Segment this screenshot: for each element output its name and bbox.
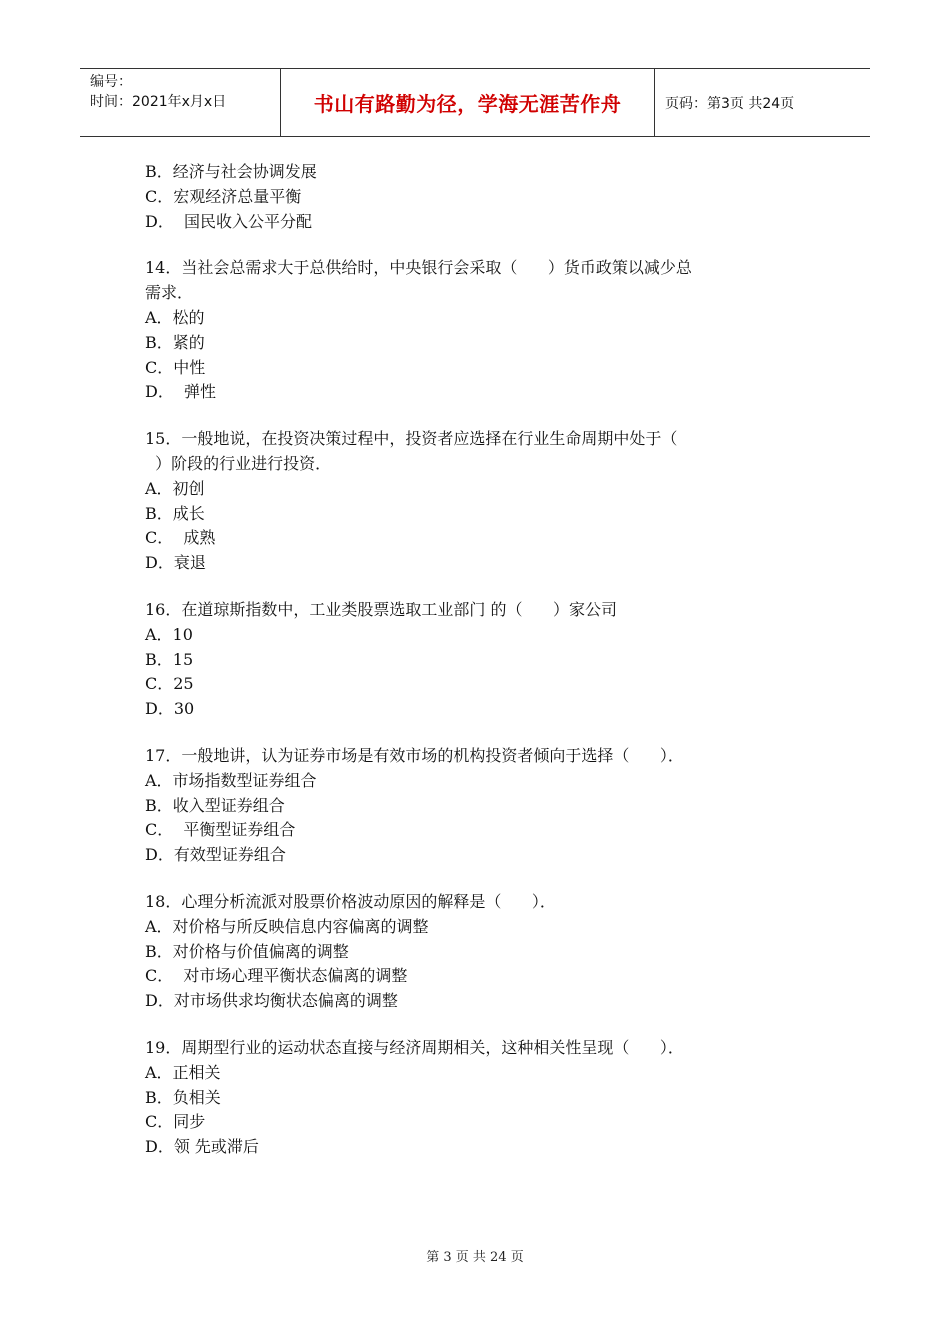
answer-option: B．经济与社会协调发展 — [145, 162, 317, 181]
answer-option: D． 弹性 — [145, 382, 217, 402]
question-text: 17．一般地讲，认为证券市场是有效市场的机构投资者倾向于选择（ ）． — [145, 745, 684, 765]
paragraph-gap — [145, 576, 825, 598]
answer-option: B．成长 — [145, 503, 205, 523]
answer-option: A．市场指数型证券组合 — [145, 770, 317, 790]
question-text-continued: 需求． — [145, 283, 194, 303]
answer-option: B．负相关 — [145, 1087, 221, 1107]
answer-option: D．30 — [145, 699, 195, 719]
answer-option: A．松的 — [145, 307, 205, 327]
paragraph-gap — [145, 868, 825, 890]
answer-option: C．25 — [145, 674, 194, 694]
document-time-label: 时间：2021年x月x日 — [90, 94, 227, 110]
answer-option: A．10 — [145, 624, 193, 644]
question-content — [145, 160, 825, 1160]
answer-option: D． 国民收入公平分配 — [145, 211, 313, 231]
answer-option: D．有效型证券组合 — [145, 845, 286, 865]
answer-option: A．初创 — [145, 478, 205, 498]
paragraph-gap — [145, 722, 825, 744]
question-text: 14．当社会总需求大于总供给时，中央银行会采取（ ）货币政策以减少总 — [145, 258, 692, 278]
answer-option: C． 成熟 — [145, 528, 216, 548]
paragraph-gap — [145, 234, 825, 256]
answer-option: D．领 先或滞后 — [145, 1137, 259, 1157]
answer-option: D．对市场供求均衡状态偏离的调整 — [145, 991, 398, 1011]
answer-option: A．对价格与所反映信息内容偏离的调整 — [145, 916, 429, 936]
page-header — [80, 68, 870, 137]
answer-option: B．紧的 — [145, 332, 205, 352]
answer-option: B．收入型证券组合 — [145, 795, 285, 815]
question-text: 15．一般地说，在投资决策过程中，投资者应选择在行业生命周期中处于（ — [145, 429, 678, 449]
document-number-label: 编号： — [90, 74, 132, 90]
answer-option: C．同步 — [145, 1112, 206, 1132]
answer-option: C．中性 — [145, 357, 206, 377]
answer-option: B．15 — [145, 649, 194, 669]
answer-option: B．对价格与价值偏离的调整 — [145, 941, 349, 961]
question-text-continued: ）阶段的行业进行投资． — [145, 453, 332, 473]
paragraph-gap — [145, 1014, 825, 1036]
question-text: 19．周期型行业的运动状态直接与经济周期相关，这种相关性呈现（ ）． — [145, 1037, 684, 1057]
answer-option: D．衰退 — [145, 553, 206, 573]
answer-option: C． 对市场心理平衡状态偏离的调整 — [145, 966, 408, 986]
paragraph-gap — [145, 405, 825, 427]
header-page-info: 页码：第3页 共24页 — [665, 95, 795, 112]
page-footer: 第 3 页 共 24 页 — [426, 1250, 524, 1265]
answer-option: C． 平衡型证券组合 — [145, 820, 296, 840]
question-text: 18．心理分析流派对股票价格波动原因的解释是（ ）． — [145, 891, 556, 911]
answer-option: C．宏观经济总量平衡 — [145, 186, 302, 206]
header-meta — [80, 69, 281, 136]
answer-option: A．正相关 — [145, 1062, 221, 1082]
question-text: 16．在道琼斯指数中，工业类股票选取工业部门 的（ ）家公司 — [145, 599, 617, 619]
header-motto: 书山有路勤为径，学海无涯苦作舟 — [281, 69, 655, 136]
